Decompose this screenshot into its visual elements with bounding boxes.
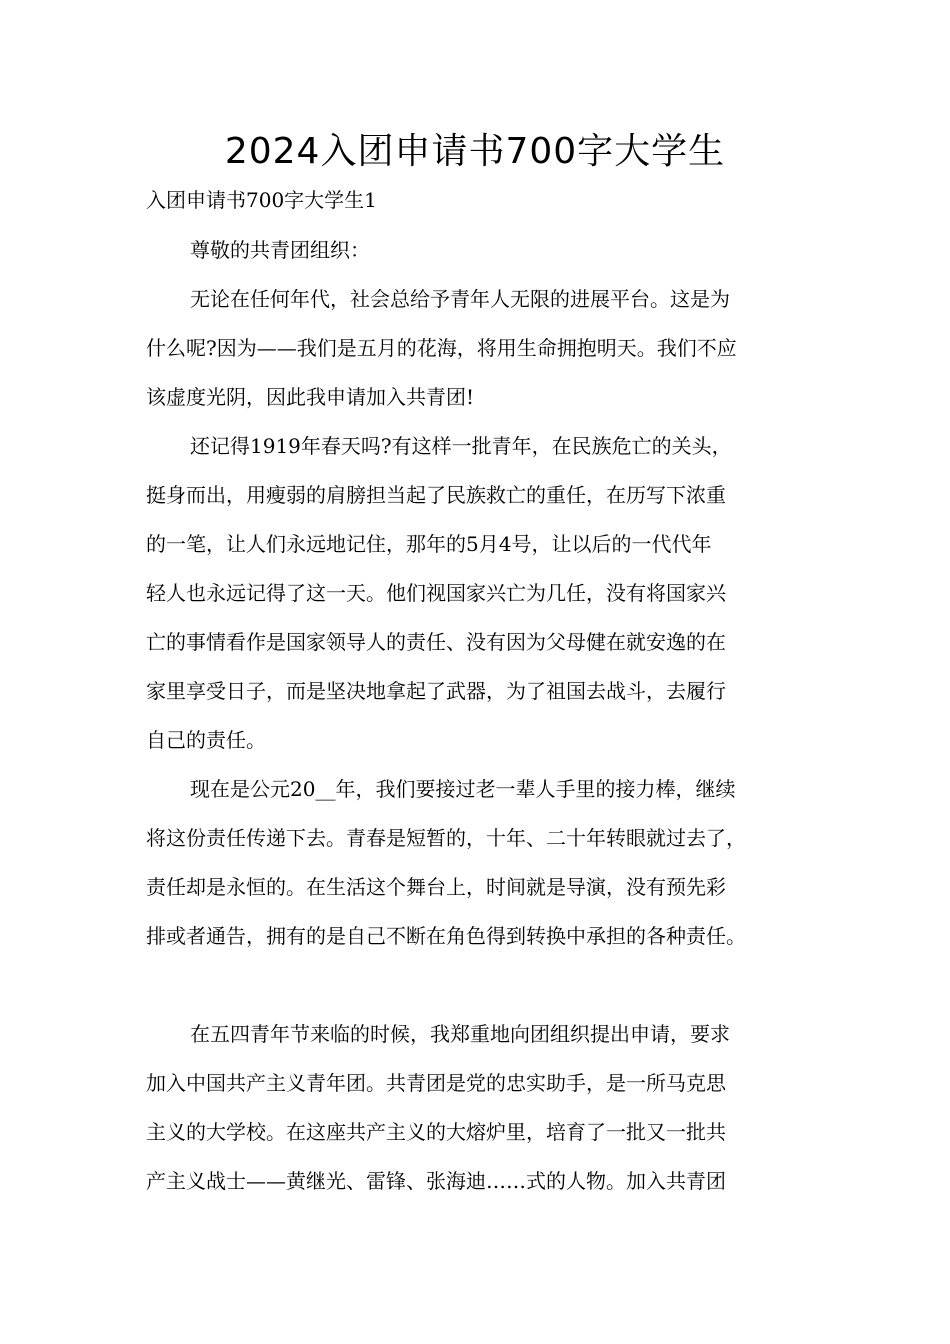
text-line: 加入中国共产主义青年团。共青团是党的忠实助手，是一所马克思	[146, 1071, 726, 1095]
text-line: 该虚度光阴，因此我申请加入共青团!	[146, 385, 475, 409]
document-title: 2024入团申请书700字大学生	[224, 131, 726, 172]
text-line: 还记得1919年春天吗?有这样一批青年，在民族危亡的关头，	[190, 434, 732, 458]
document-body	[146, 236, 816, 1216]
text-line: 主义的大学校。在这座共产主义的大熔炉里，培育了一批又一批共	[146, 1120, 726, 1144]
text-line: 责任却是永恒的。在生活这个舞台上，时间就是导演，没有预先彩	[146, 875, 726, 899]
text-line: 在五四青年节来临的时候，我郑重地向团组织提出申请，要求	[190, 1022, 730, 1046]
text-line: 自己的责任。	[146, 728, 266, 752]
text-line: 家里享受日子，而是坚决地拿起了武器，为了祖国去战斗，去履行	[146, 679, 726, 703]
text-line: 什么呢?因为——我们是五月的花海，将用生命拥抱明天。我们不应	[146, 336, 737, 360]
text-line: 现在是公元20__年，我们要接过老一辈人手里的接力棒，继续	[190, 777, 736, 801]
text-line: 将这份责任传递下去。青春是短暂的，十年、二十年转眼就过去了，	[146, 826, 746, 850]
text-line: 的一笔，让人们永远地记住，那年的5月4号，让以后的一代代年	[146, 532, 712, 556]
text-line: 产主义战士——黄继光、雷锋、张海迪……式的人物。加入共青团	[146, 1169, 726, 1193]
text-line: 挺身而出，用瘦弱的肩膀担当起了民族救亡的重任，在历写下浓重	[146, 483, 726, 507]
text-line: 排或者通告，拥有的是自己不断在角色得到转换中承担的各种责任。	[146, 924, 746, 948]
text-line: 轻人也永远记得了这一天。他们视国家兴亡为几任，没有将国家兴	[146, 581, 726, 605]
document-subtitle: 入团申请书700字大学生1	[146, 188, 377, 212]
text-line: 亡的事情看作是国家领导人的责任、没有因为父母健在就安逸的在	[146, 630, 726, 654]
text-line: 无论在任何年代，社会总给予青年人无限的进展平台。这是为	[190, 287, 730, 311]
paragraph-gap	[146, 971, 816, 1020]
text-line: 尊敬的共青团组织：	[190, 238, 370, 262]
